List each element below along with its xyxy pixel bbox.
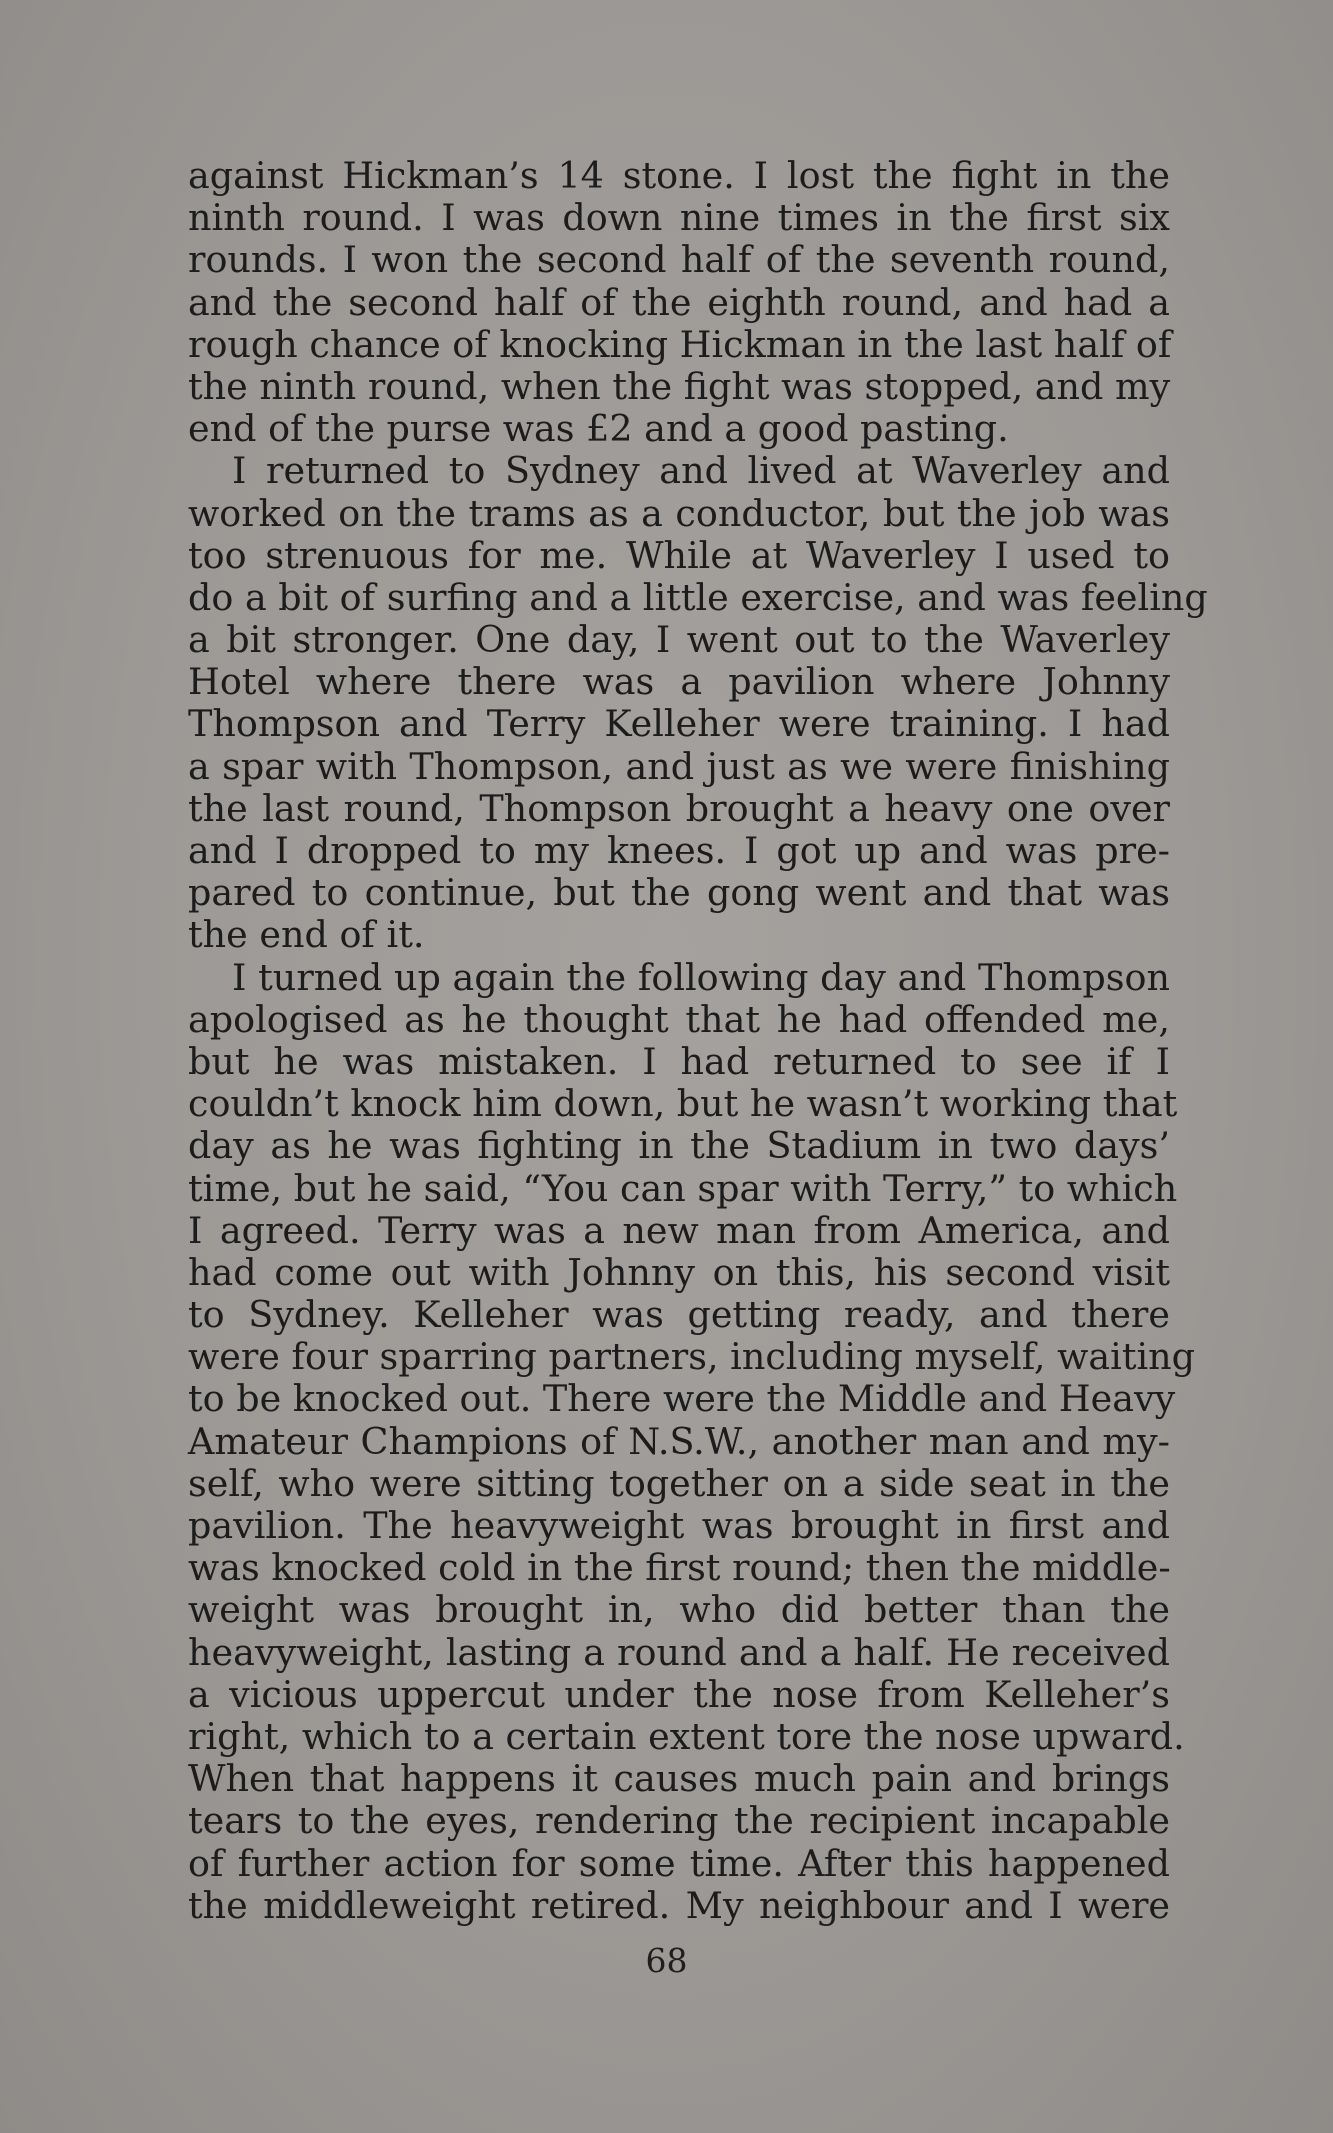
text-line: a vicious uppercut under the nose from Kelleher’s — [188, 1672, 1170, 1716]
text-line: but he was mistaken. I had returned to see if I — [188, 1039, 1170, 1083]
text-line: right, which to a certain extent tore the nose upward. — [188, 1714, 1185, 1758]
text-line: pavilion. The heavyweight was brought in first and — [188, 1504, 1170, 1547]
text-line: weight was brought in, who did better than the — [188, 1588, 1170, 1632]
text-line: had come out with Johnny on this, his second visit — [188, 1250, 1170, 1294]
text-line: and I dropped to my knees. I got up and was pre- — [188, 829, 1170, 872]
page-number: 68 — [645, 1941, 688, 1980]
text-line: was knocked cold in the first round; then the middle- — [188, 1546, 1171, 1590]
text-line: I agreed. Terry was a new man from America, and — [188, 1208, 1170, 1252]
text-line: do a bit of surfing and a little exercise, and was feeling — [188, 575, 1208, 619]
text-line: end of the purse was £2 and a good pasting. — [188, 407, 1009, 451]
text-line: the middleweight retired. My neighbour and I were — [188, 1883, 1170, 1927]
text-line: pared to continue, but the gong went and that was — [188, 871, 1170, 915]
text-line: to be knocked out. There were the Middle and Heavy — [188, 1377, 1176, 1421]
body-text — [188, 154, 1208, 1927]
text-line: too strenuous for me. While at Waverley I used to — [188, 533, 1170, 577]
text-line: of further action for some time. After this happened — [188, 1841, 1170, 1885]
text-line: day as he was fighting in the Stadium in two days’ — [188, 1124, 1170, 1168]
text-line: rough chance of knocking Hickman in the last half of — [188, 322, 1172, 366]
text-line: to Sydney. Kelleher was getting ready, and there — [188, 1293, 1170, 1337]
text-line: and the second half of the eighth round, and had a — [188, 280, 1170, 324]
text-line: against Hickman’s 14 stone. I lost the fight in the — [188, 154, 1170, 197]
text-line: the ninth round, when the fight was stopped, and my — [188, 364, 1171, 408]
text-line: time, but he said, “You can spar with Terry,” to which — [188, 1166, 1178, 1210]
text-line: a spar with Thompson, and just as we were finishing — [188, 744, 1170, 788]
text-line: ninth round. I was down nine times in the first six — [188, 196, 1170, 240]
text-line: rounds. I won the second half of the seventh round, — [188, 238, 1170, 282]
paragraph-start-line: I turned up again the following day and Thompson — [232, 955, 1170, 999]
text-line: heavyweight, lasting a round and a half. He received — [188, 1630, 1170, 1674]
text-line: couldn’t knock him down, but he wasn’t working that — [188, 1082, 1178, 1126]
text-line: Hotel where there was a pavilion where Johnny — [188, 660, 1170, 704]
text-line: apologised as he thought that he had offended me, — [188, 997, 1170, 1041]
text-line: a bit stronger. One day, I went out to the Waverley — [188, 618, 1170, 662]
text-line: the last round, Thompson brought a heavy one over — [188, 786, 1170, 830]
text-line: Amateur Champions of N.S.W., another man and my- — [188, 1419, 1170, 1463]
text-line: worked on the trams as a conductor, but the job was — [188, 491, 1170, 535]
text-line: self, who were sitting together on a side seat in the — [188, 1461, 1170, 1505]
text-line: Thompson and Terry Kelleher were training. I had — [188, 702, 1170, 746]
text-line: tears to the eyes, rendering the recipient incapable — [188, 1799, 1170, 1843]
text-line: the end of it. — [188, 913, 425, 957]
text-line: When that happens it causes much pain and brings — [188, 1757, 1170, 1801]
text-line: were four sparring partners, including myself, waiting — [188, 1335, 1196, 1379]
paragraph-start-line: I returned to Sydney and lived at Waverley and — [232, 449, 1170, 493]
